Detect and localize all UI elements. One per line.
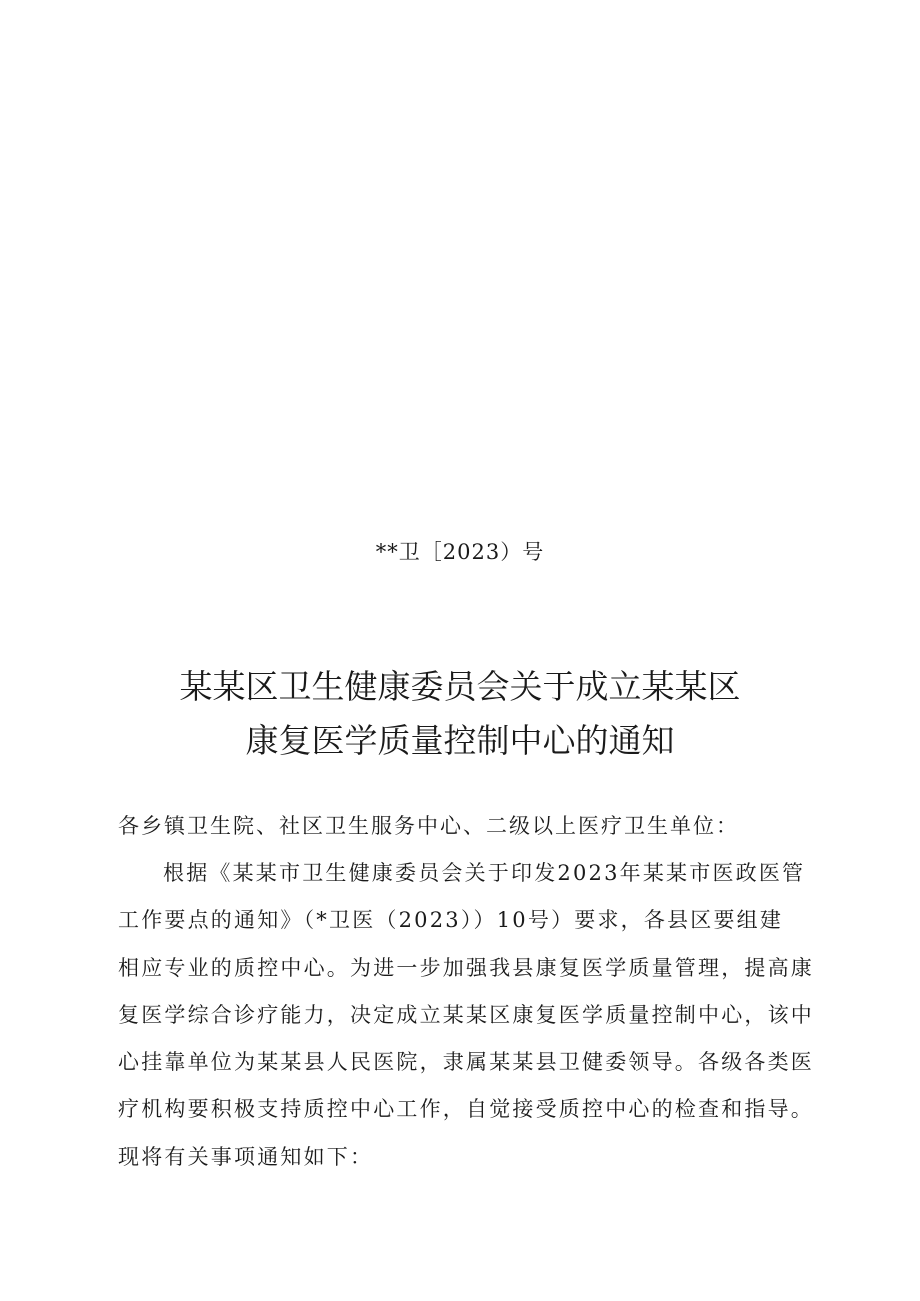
document-title bbox=[0, 660, 920, 768]
title-line-1: 某某区卫生健康委员会关于成立某某区 bbox=[179, 667, 741, 706]
body-paragraph bbox=[118, 850, 818, 1181]
document-number: **卫［2023）号 bbox=[375, 540, 545, 564]
body-line: 疗机构要积极支持质控中心工作，自觉接受质控中心的检查和指导。 bbox=[118, 1097, 814, 1122]
salutation: 各乡镇卫生院、社区卫生服务中心、二级以上医疗卫生单位： bbox=[118, 814, 739, 838]
body-line: 相应专业的质控中心。为进一步加强我县康复医学质量管理，提高康 bbox=[118, 955, 814, 980]
title-line-2: 康复医学质量控制中心的通知 bbox=[245, 721, 675, 760]
body-line: 根据《某某市卫生健康委员会关于印发2023年某某市医政医管 bbox=[163, 861, 806, 885]
body-line: 现将有关事项通知如下： bbox=[118, 1144, 374, 1169]
body-line: 心挂靠单位为某某县人民医院，隶属某某县卫健委领导。各级各类医 bbox=[118, 1050, 814, 1075]
body-line: 工作要点的通知》（*卫医（2023））10号）要求，各县区要组建 bbox=[118, 908, 784, 933]
body-line: 复医学综合诊疗能力，决定成立某某区康复医学质量控制中心，该中 bbox=[118, 1002, 814, 1027]
